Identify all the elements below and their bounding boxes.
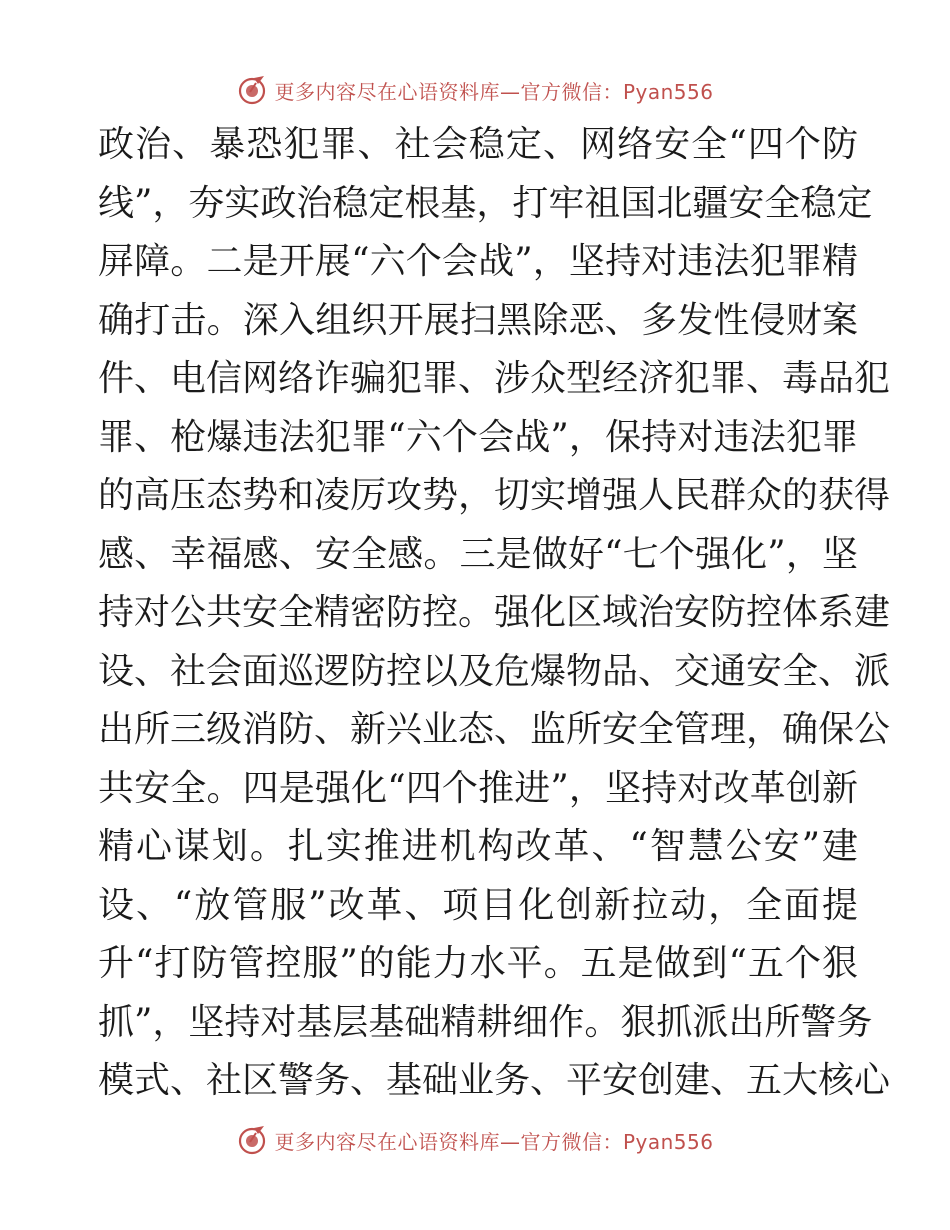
- quill-seal-icon: [236, 74, 268, 106]
- watermark-text: 更多内容尽在心语资料库—官方微信：Pyan556: [274, 79, 714, 104]
- text-line: 感、幸福感、安全感。三是做好“七个强化”，坚: [98, 533, 858, 575]
- quill-seal-icon: [236, 1124, 268, 1156]
- text-line: 出所三级消防、新兴业态、监所安全管理，确保公: [98, 709, 891, 750]
- footer-watermark-banner: [0, 1120, 950, 1160]
- text-line: 件、电信网络诈骗犯罪、涉众型经济犯罪、毒品犯: [98, 358, 891, 399]
- text-line: 精心谋划。扎实推进机构改革、“智慧公安”建: [98, 826, 858, 867]
- document-body: [98, 116, 891, 1111]
- text-line: 线”，夯实政治稳定根基，打牢祖国北疆安全稳定: [98, 182, 873, 224]
- text-line: 设、社会面巡逻防控以及危爆物品、交通安全、派: [98, 650, 891, 692]
- text-line: 持对公共安全精密防控。强化区域治安防控体系建: [98, 592, 891, 633]
- text-line: 确打击。深入组织开展扫黑除恶、多发性侵财案: [98, 299, 858, 341]
- text-line: 屏障。二是开展“六个会战”，坚持对违法犯罪精: [98, 241, 858, 282]
- watermark-text: 更多内容尽在心语资料库—官方微信：Pyan556: [274, 1129, 714, 1154]
- text-line: 的高压态势和凌厉攻势，切实增强人民群众的获得: [98, 475, 891, 516]
- text-line: 模式、社区警务、基础业务、平安创建、五大核心: [98, 1060, 891, 1101]
- text-line: 罪、枪爆违法犯罪“六个会战”，保持对违法犯罪: [98, 416, 858, 458]
- text-line: 政治、暴恐犯罪、社会稳定、网络安全“四个防: [98, 124, 858, 165]
- header-watermark-banner: [0, 70, 950, 110]
- text-line: 抓”，坚持对基层基础精耕细作。狠抓派出所警务: [98, 1001, 873, 1043]
- text-line: 设、“放管服”改革、项目化创新拉动，全面提: [98, 884, 858, 926]
- text-line: 共安全。四是强化“四个推进”，坚持对改革创新: [98, 767, 858, 809]
- text-line: 升“打防管控服”的能力水平。五是做到“五个狠: [98, 943, 858, 984]
